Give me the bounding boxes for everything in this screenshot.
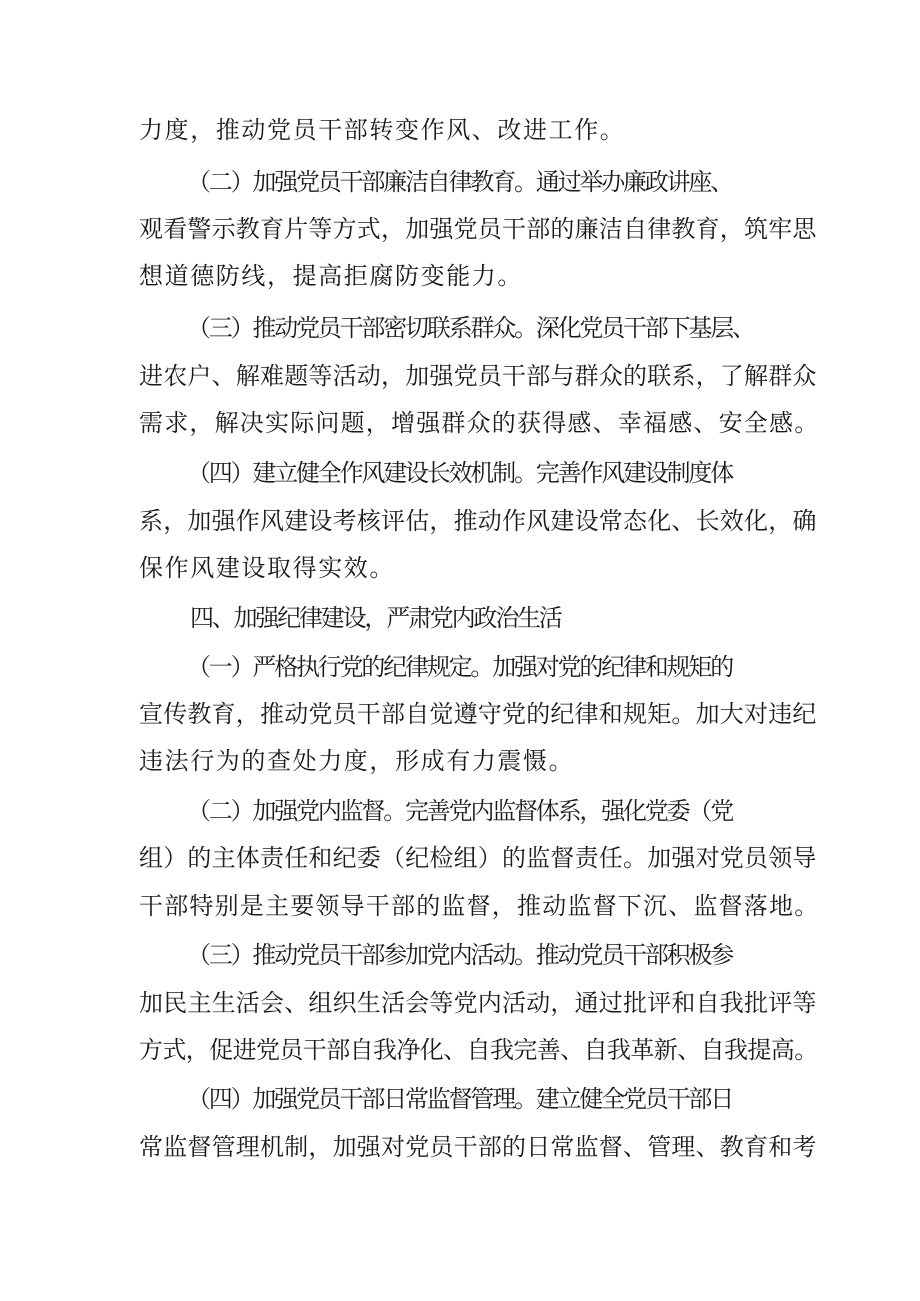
paragraph-line: 进农户、解难题等活动，加强党员干部与群众的联系，了解群众	[139, 362, 817, 390]
paragraph-line: （四）加强党员干部日常监督管理。建立健全党员干部日	[187, 1085, 732, 1113]
paragraph-line: 方式，促进党员干部自我净化、自我完善、自我革新、自我提高。	[139, 1036, 818, 1064]
paragraph-line: 加民主生活会、组织生活会等党内活动，通过批评和自我批评等	[139, 989, 817, 1017]
paragraph-line: 组）的主体责任和纪委（纪检组）的监督责任。加强对党员领导	[139, 844, 817, 872]
paragraph-line: （二）加强党员干部廉洁自律教育。通过举办廉政讲座、	[187, 168, 732, 196]
paragraph-line: 违法行为的查处力度，形成有力震慑。	[139, 747, 575, 775]
paragraph-line: 系，加强作风建设考核评估，推动作风建设常态化、长效化，确	[139, 507, 817, 535]
paragraph-line: 力度，推动党员干部转变作风、改进工作。	[139, 116, 626, 144]
paragraph-line: （一）严格执行党的纪律规定。加强对党的纪律和规矩的	[187, 653, 732, 681]
paragraph-line: 干部特别是主要领导干部的监督，推动监督下沉、监督落地。	[139, 892, 820, 920]
section-heading: 四、加强纪律建设，严肃党内政治生活	[190, 604, 561, 632]
paragraph-line: （三）推动党员干部参加党内活动。推动党员干部积极参	[187, 941, 732, 969]
paragraph-line: 宣传教育，推动党员干部自觉遵守党的纪律和规矩。加大对违纪	[139, 700, 817, 728]
paragraph-line: 保作风建设取得实效。	[139, 554, 395, 582]
paragraph-line: （四）建立健全作风建设长效机制。完善作风建设制度体	[187, 459, 732, 487]
paragraph-line: （三）推动党员干部密切联系群众。深化党员干部下基层、	[187, 314, 754, 342]
paragraph-line: （二）加强党内监督。完善党内监督体系，强化党委（党	[187, 797, 732, 825]
paragraph-line: 常监督管理机制，加强对党员干部的日常监督、管理、教育和考	[139, 1133, 817, 1161]
paragraph-line: 观看警示教育片等方式，加强党员干部的廉洁自律教育，筑牢思	[139, 215, 817, 243]
paragraph-line: 需求，解决实际问题，增强群众的获得感、幸福感、安全感。	[139, 409, 820, 437]
paragraph-line: 想道德防线，提高拒腐防变能力。	[139, 262, 523, 290]
